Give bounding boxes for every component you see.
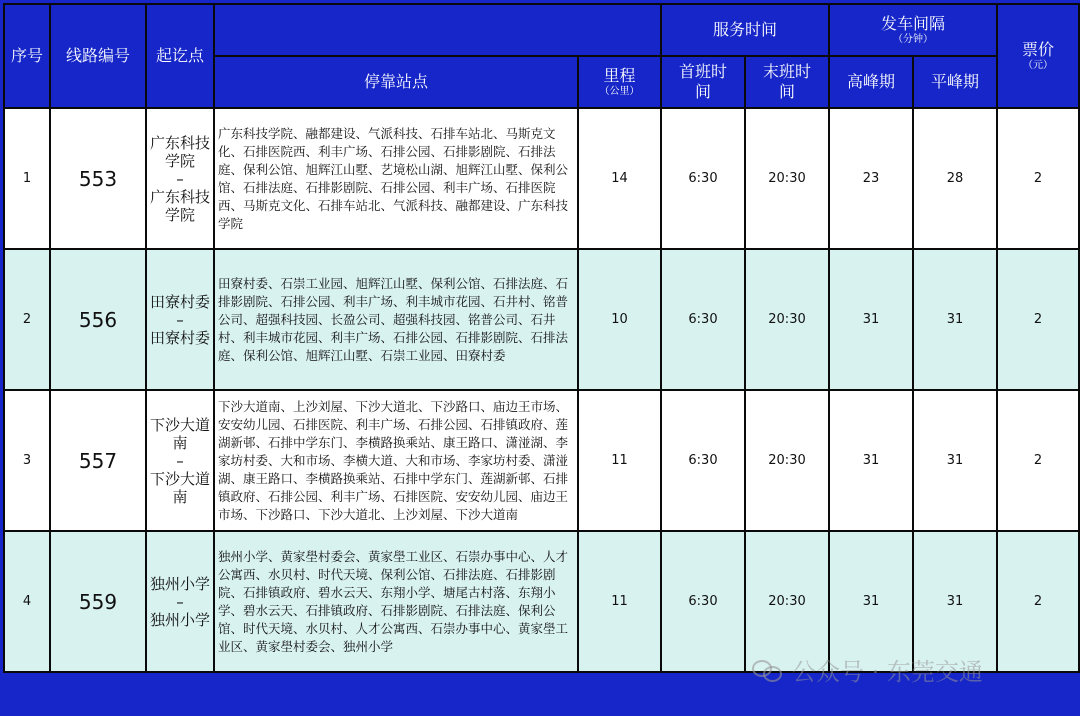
header-seq: 序号 (4, 4, 50, 108)
cell-terminal: 田寮村委 – 田寮村委 (146, 249, 214, 390)
cell-terminal: 下沙大道南 – 下沙大道南 (146, 390, 214, 531)
header-offpeak: 平峰期 (913, 56, 997, 108)
cell-stops: 广东科技学院、融都建设、气派科技、石排车站北、马斯克文化、石排医院西、利丰广场、石排公园、石排影剧院、石排法庭、保利公馆、旭辉江山墅、艺境松山湖、旭辉江山墅、保利公馆、石排法庭、石排影剧院、石排公园、利丰广场、石排医院西、马斯克文化、石排车站北、气派科技、融都建设、广东科技学院 (214, 108, 578, 249)
cell-stops: 独州小学、黄家壆村委会、黄家壆工业区、石崇办事中心、人才公寓西、水贝村、时代天境、保利公馆、石排法庭、石排影剧院、石排镇政府、碧水云天、东翔小学、塘尾古村落、东翔小学、碧水云天、石排镇政府、石排影剧院、石排法庭、保利公馆、时代天境、水贝村、人才公寓西、石崇办事中心、黄家壆工业区、黄家壆村委会、独州小学 (214, 531, 578, 672)
cell-peak: 31 (829, 249, 913, 390)
header-last: 末班时间 (745, 56, 829, 108)
cell-fare: 2 (997, 531, 1079, 672)
cell-first: 6:30 (661, 108, 745, 249)
cell-offpeak: 31 (913, 249, 997, 390)
watermark (752, 652, 983, 687)
cell-fare: 2 (997, 390, 1079, 531)
cell-terminal: 独州小学 – 独州小学 (146, 531, 214, 672)
header-fare-label: 票价 (1022, 40, 1055, 59)
header-fare (997, 4, 1079, 108)
cell-last: 20:30 (745, 531, 829, 672)
cell-last: 20:30 (745, 390, 829, 531)
cell-last: 20:30 (745, 249, 829, 390)
header-fare-unit: （元） (1023, 60, 1054, 71)
cell-seq: 2 (4, 249, 50, 390)
header-interval-label: 发车间隔 (881, 14, 946, 33)
cell-offpeak: 31 (913, 390, 997, 531)
header-first: 首班时间 (661, 56, 745, 108)
header-route: 线路编号 (50, 4, 146, 108)
header-interval-unit: （分钟） (893, 34, 934, 45)
cell-mileage: 11 (578, 390, 661, 531)
cell-mileage: 11 (578, 531, 661, 672)
header-blank (214, 4, 661, 56)
cell-peak: 31 (829, 390, 913, 531)
table-row (4, 108, 1079, 249)
cell-peak: 23 (829, 108, 913, 249)
header-mileage (578, 56, 661, 108)
cell-mileage: 10 (578, 249, 661, 390)
cell-mileage: 14 (578, 108, 661, 249)
cell-route: 557 (50, 390, 146, 531)
cell-stops: 下沙大道南、上沙刘屋、下沙大道北、下沙路口、庙边王市场、安安幼儿园、石排医院、利丰广场、石排公园、石排镇政府、莲湖新邨、石排中学东门、李横路换乘站、康王路口、潇湴湖、李家坊村委、大和市场、李横大道、大和市场、李家坊村委、潇湴湖、康王路口、李横路换乘站、石排中学东门、莲湖新邨、石排镇政府、石排公园、利丰广场、石排医院、安安幼儿园、庙边王市场、下沙路口、下沙大道北、上沙刘屋、下沙大道南 (214, 390, 578, 531)
table-row (4, 531, 1079, 672)
cell-last: 20:30 (745, 108, 829, 249)
cell-route: 556 (50, 249, 146, 390)
cell-first: 6:30 (661, 390, 745, 531)
cell-peak: 31 (829, 531, 913, 672)
header-terminal: 起讫点 (146, 4, 214, 108)
cell-fare: 2 (997, 108, 1079, 249)
header-stops: 停靠站点 (214, 56, 578, 108)
cell-fare: 2 (997, 249, 1079, 390)
table-row (4, 390, 1079, 531)
header-mileage-unit: （公里） (599, 86, 640, 97)
bus-route-table (3, 3, 1080, 673)
cell-route: 559 (50, 531, 146, 672)
cell-first: 6:30 (661, 249, 745, 390)
cell-terminal: 广东科技学院 – 广东科技学院 (146, 108, 214, 249)
cell-first: 6:30 (661, 531, 745, 672)
table-row (4, 249, 1079, 390)
wechat-icon (752, 658, 782, 682)
cell-seq: 3 (4, 390, 50, 531)
cell-route: 553 (50, 108, 146, 249)
cell-seq: 4 (4, 531, 50, 672)
cell-stops: 田寮村委、石崇工业园、旭辉江山墅、保利公馆、石排法庭、石排影剧院、石排公园、利丰广场、利丰城市花园、石井村、铭普公司、超强科技园、长盈公司、超强科技园、铭普公司、石井村、利丰城市花园、利丰广场、石排公园、石排影剧院、石排法庭、保利公馆、旭辉江山墅、石崇工业园、田寮村委 (214, 249, 578, 390)
cell-offpeak: 31 (913, 531, 997, 672)
header-peak: 高峰期 (829, 56, 913, 108)
header-interval (829, 4, 997, 56)
header-service-time: 服务时间 (661, 4, 829, 56)
header-mileage-label: 里程 (603, 66, 636, 85)
cell-offpeak: 28 (913, 108, 997, 249)
cell-seq: 1 (4, 108, 50, 249)
watermark-text: 公众号 · 东莞交通 (792, 658, 983, 686)
